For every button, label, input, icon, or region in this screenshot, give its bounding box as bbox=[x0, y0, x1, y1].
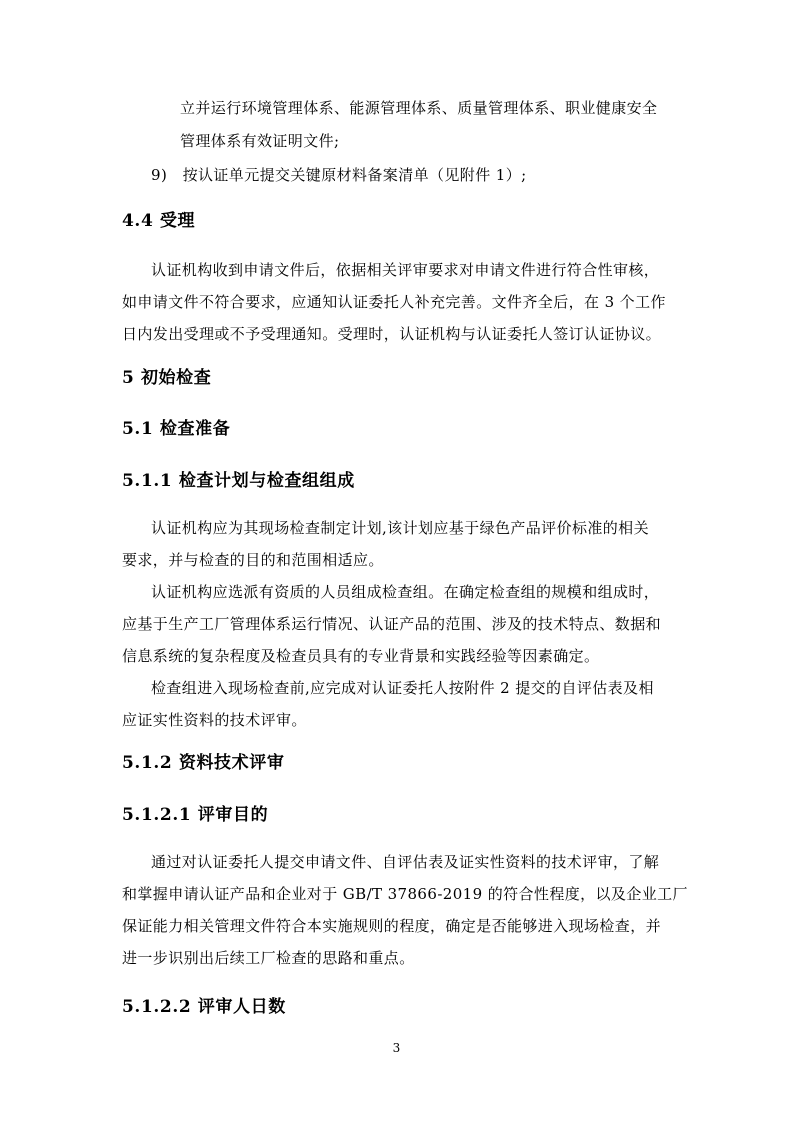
paragraph-line: 通过对认证委托人提交申请文件、自评估表及证实性资料的技术评审，了解 bbox=[151, 853, 660, 871]
paragraph-line: 日内发出受理或不予受理通知。受理时，认证机构与认证委托人签订认证协议。 bbox=[122, 325, 662, 343]
paragraph-line: 应证实性资料的技术评审。 bbox=[122, 711, 307, 729]
paragraph-line: 进一步识别出后续工厂检查的思路和重点。 bbox=[122, 949, 415, 967]
heading-5-1-1: 5.1.1 检查计划与检查组组成 bbox=[122, 471, 355, 491]
paragraph-line: 要求，并与检查的目的和范围相适应。 bbox=[122, 551, 384, 569]
list-continuation-line-1: 立并运行环境管理体系、能源管理体系、质量管理体系、职业健康安全 bbox=[180, 99, 658, 117]
heading-5-1-2: 5.1.2 资料技术评审 bbox=[122, 753, 285, 773]
paragraph-line: 和掌握申请认证产品和企业对于 GB/T 37866-2019 的符合性程度，以及企业工厂 bbox=[122, 885, 688, 903]
heading-5-1-2-1: 5.1.2.1 评审目的 bbox=[122, 805, 269, 825]
paragraph-line: 信息系统的复杂程度及检查员具有的专业背景和实践经验等因素确定。 bbox=[122, 647, 600, 665]
paragraph-line: 应基于生产工厂管理体系运行情况、认证产品的范围、涉及的技术特点、数据和 bbox=[122, 615, 662, 633]
heading-5: 5 初始检查 bbox=[122, 368, 212, 388]
paragraph-line: 保证能力相关管理文件符合本实施规则的程度，确定是否能够进入现场检查，并 bbox=[122, 917, 662, 935]
paragraph-line: 认证机构收到申请文件后，依据相关评审要求对申请文件进行符合性审核， bbox=[151, 261, 660, 279]
heading-5-1-2-2: 5.1.2.2 评审人日数 bbox=[122, 997, 286, 1017]
list-continuation-line-2: 管理体系有效证明文件; bbox=[180, 132, 340, 150]
paragraph-line: 检查组进入现场检查前,应完成对认证委托人按附件 2 提交的自评估表及相 bbox=[151, 679, 654, 697]
page-number: 3 bbox=[392, 1041, 401, 1055]
paragraph-line: 认证机构应为其现场检查制定计划,该计划应基于绿色产品评价标准的相关 bbox=[151, 519, 649, 537]
list-item-9: 9) 按认证单元提交关键原材料备案清单（见附件 1）; bbox=[151, 166, 527, 184]
heading-4-4: 4.4 受理 bbox=[122, 211, 196, 231]
heading-5-1: 5.1 检查准备 bbox=[122, 419, 231, 439]
paragraph-line: 如申请文件不符合要求，应通知认证委托人补充完善。文件齐全后，在 3 个工作 bbox=[122, 293, 666, 311]
paragraph-line: 认证机构应选派有资质的人员组成检查组。在确定检查组的规模和组成时， bbox=[151, 583, 660, 601]
